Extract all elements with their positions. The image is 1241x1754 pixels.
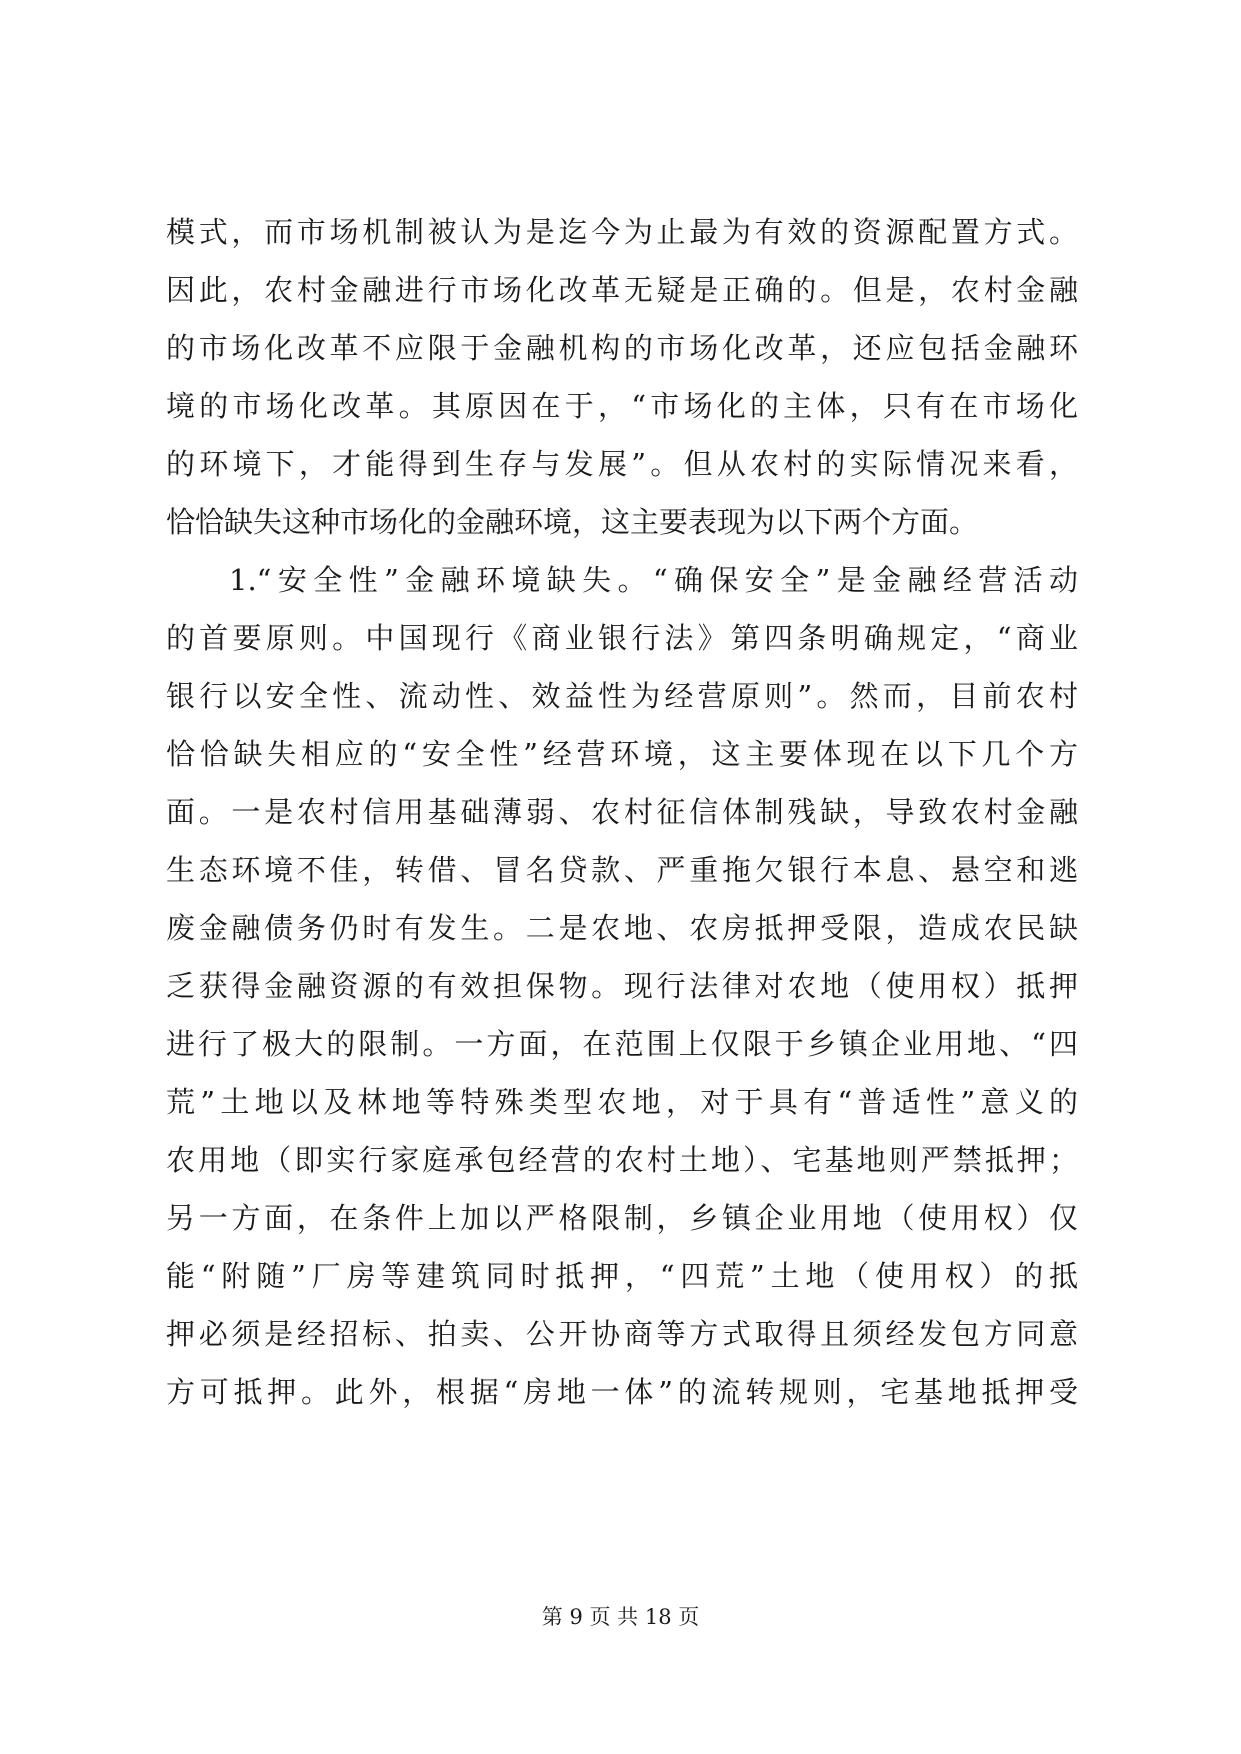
text-line-19: 能“附随”厂房等建筑同时抵押，“四荒”土地（使用权）的抵 [166, 1259, 1078, 1293]
text-line-21: 方可抵押。此外，根据“房地一体”的流转规则，宅基地抵押受 [166, 1375, 1078, 1409]
text-line-7: 1.“安全性”金融环境缺失。“确保安全”是金融经营活动 [229, 563, 1078, 597]
text-line-17: 农用地（即实行家庭承包经营的农村土地）、宅基地则严禁抵押； [166, 1143, 1078, 1177]
text-line-3: 的市场化改革不应限于金融机构的市场化改革，还应包括金融环 [166, 331, 1078, 365]
text-line-12: 生态环境不佳，转借、冒名贷款、严重拖欠银行本息、悬空和逃 [166, 853, 1078, 887]
text-line-13: 废金融债务仍时有发生。二是农地、农房抵押受限，造成农民缺 [166, 911, 1078, 945]
text-line-18: 另一方面，在条件上加以严格限制，乡镇企业用地（使用权）仅 [166, 1201, 1078, 1235]
text-line-16: 荒”土地以及林地等特殊类型农地，对于具有“普适性”意义的 [166, 1085, 1078, 1119]
page-number-footer: 第 9 页 共 18 页 [541, 1605, 700, 1629]
text-line-9: 银行以安全性、流动性、效益性为经营原则”。然而，目前农村 [166, 679, 1078, 713]
text-line-5: 的环境下，才能得到生存与发展”。但从农村的实际情况来看， [166, 447, 1078, 481]
text-line-6: 恰恰缺失这种市场化的金融环境，这主要表现为以下两个方面。 [166, 505, 979, 539]
text-line-15: 进行了极大的限制。一方面，在范围上仅限于乡镇企业用地、“四 [166, 1027, 1078, 1061]
text-line-8: 的首要原则。中国现行《商业银行法》第四条明确规定，“商业 [166, 621, 1078, 655]
text-line-2: 因此，农村金融进行市场化改革无疑是正确的。但是，农村金融 [166, 273, 1078, 307]
text-line-10: 恰恰缺失相应的“安全性”经营环境，这主要体现在以下几个方 [166, 737, 1078, 771]
text-line-11: 面。一是农村信用基础薄弱、农村征信体制残缺，导致农村金融 [166, 795, 1078, 829]
text-line-1: 模式，而市场机制被认为是迄今为止最为有效的资源配置方式。 [166, 215, 1078, 249]
text-line-20: 押必须是经招标、拍卖、公开协商等方式取得且须经发包方同意 [166, 1317, 1078, 1351]
text-line-4: 境的市场化改革。其原因在于，“市场化的主体，只有在市场化 [166, 389, 1078, 423]
text-line-14: 乏获得金融资源的有效担保物。现行法律对农地（使用权）抵押 [166, 969, 1078, 1003]
